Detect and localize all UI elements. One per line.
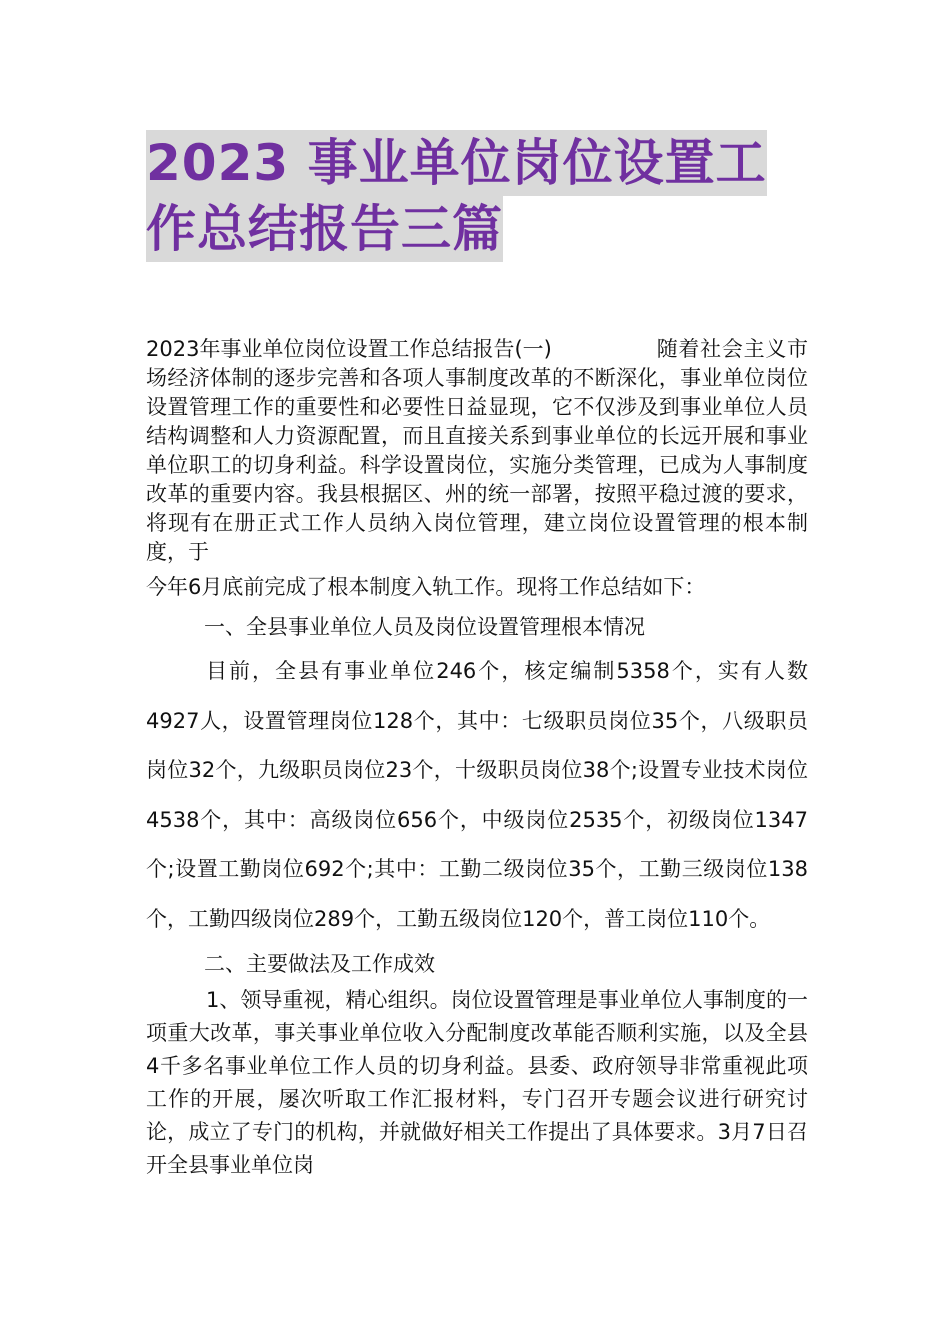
title-line-1: 2023 事业单位岗位设置工 xyxy=(146,130,767,196)
section-2-heading: 二、主要做法及工作成效 xyxy=(204,952,435,976)
section-2-paragraph: 1、领导重视，精心组织。岗位设置管理是事业单位人事制度的一项重大改革，事关事业单位收入分配制度改革能否顺利实施，以及全县4千多名事业单位工作人员的切身利益。县委、政府领导非常重视此项工作的开展，屡次听取工作汇报材料，专门召开专题会议进行研究讨论，成立了专门的机构，并就做好相关工作提出了具体要求。3月7日召开全县事业单位岗 xyxy=(146,988,808,1177)
intro-paragraph-end: 今年6月底前完成了根本制度入轨工作。现将工作总结如下： xyxy=(146,575,706,599)
title-line-2: 作总结报告三篇 xyxy=(146,196,503,262)
document-body xyxy=(146,335,808,1182)
report-subtitle: 2023年事业单位岗位设置工作总结报告(一) xyxy=(146,337,552,361)
document-title xyxy=(146,130,811,262)
intro-text: 随着社会主义市场经济体制的逐步完善和各项人事制度改革的不断深化，事业单位岗位设置管理工作的重要性和必要性日益显现，它不仅涉及到事业单位人员结构调整和人力资源配置，而且直接关系到事业单位的长远开展和事业单位职工的切身利益。科学设置岗位，实施分类管理，已成为人事制度改革的重要内容。我县根据区、州的统一部署，按照平稳过渡的要求，将现有在册正式工作人员纳入岗位管理，建立岗位设置管理的根本制度，于 xyxy=(146,337,808,564)
section-1-paragraph: 目前，全县有事业单位246个，核定编制5358个，实有人数4927人，设置管理岗位128个，其中：七级职员岗位35个，八级职员岗位32个，九级职员岗位23个，十级职员岗位38个;设置专业技术岗位4538个，其中：高级岗位656个，中级岗位2535个，初级岗位1347个;设置工勤岗位692个;其中：工勤二级岗位35个，工勤三级岗位138个，工勤四级岗位289个，工勤五级岗位120个，普工岗位110个。 xyxy=(146,659,808,931)
intro-paragraph xyxy=(146,335,808,567)
section-1-heading: 一、全县事业单位人员及岗位设置管理根本情况 xyxy=(204,615,645,639)
